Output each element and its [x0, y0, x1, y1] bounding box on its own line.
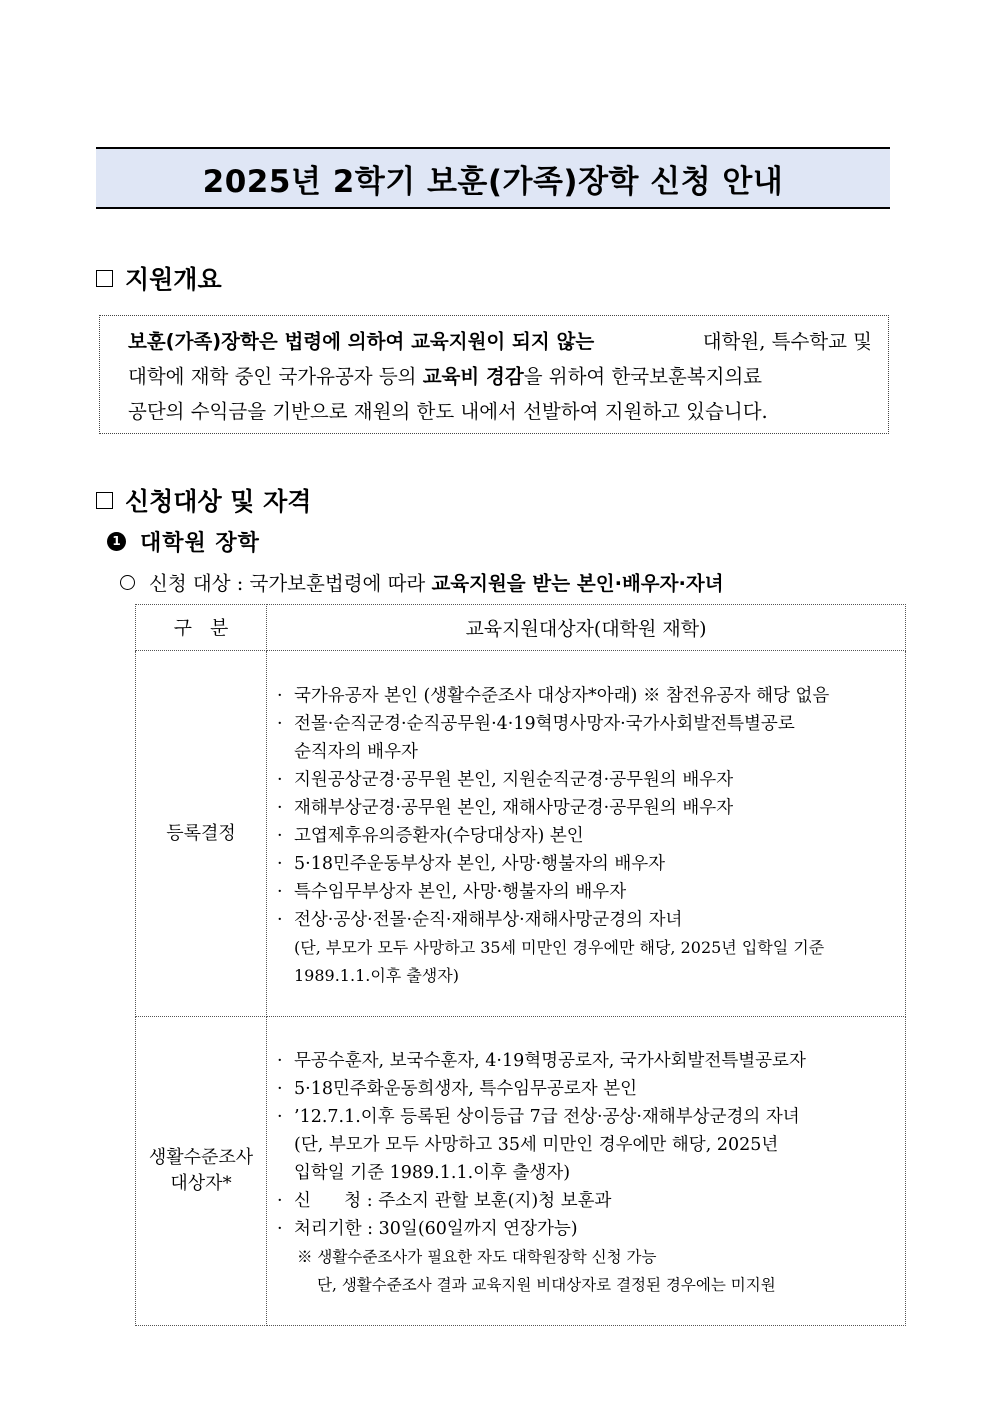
overview-line-3	[128, 394, 872, 429]
row-label-line: 생활수준조사	[148, 1147, 254, 1168]
eligibility-table	[135, 604, 906, 1326]
row-label-survey	[136, 1017, 267, 1326]
note-line: ※ 생활수준조사가 필요한 자도 대학원장학 신청 가능	[297, 1248, 657, 1266]
list-item: · 재해부상군경·공무원 본인, 재해사망군경·공무원의 배우자	[277, 797, 734, 818]
overview-line-2	[128, 359, 872, 394]
square-bullet-icon	[96, 270, 113, 287]
circle-bullet-icon	[120, 575, 135, 590]
row-label-line: 대상자*	[170, 1173, 232, 1194]
list-item: · 국가유공자 본인 (생활수준조사 대상자*아래) ※ 참전유공자 해당 없음	[277, 685, 830, 706]
overview-text: 공단의 수익금을 기반으로 재원의 한도 내에서 선발하여 지원하고 있습니다.	[128, 400, 768, 423]
list-item-continuation: (단, 부모가 모두 사망하고 35세 미만인 경우에만 해당, 2025년 입학일 기준	[294, 937, 825, 957]
header-category: 구 분	[136, 605, 267, 651]
header-target: 교육지원대상자(대학원 재학)	[267, 605, 906, 651]
list-item-continuation: 1989.1.1.이후 출생자)	[294, 965, 459, 985]
target-line	[120, 568, 724, 596]
list-item: · ’12.7.1.이후 등록된 상이등급 7급 전상·공상·재해부상군경의 자녀	[277, 1107, 800, 1127]
list-item-continuation: 순직자의 배우자	[294, 741, 418, 762]
table-row	[136, 1017, 906, 1326]
list-item: · 고엽제후유의증환자(수당대상자) 본인	[277, 825, 584, 846]
row-items-survey	[267, 1017, 906, 1326]
sub-heading-label: 대학원 장학	[140, 531, 260, 556]
overview-line-1	[128, 324, 872, 359]
list-item-continuation: (단, 부모가 모두 사망하고 35세 미만인 경우에만 해당, 2025년	[294, 1135, 779, 1155]
overview-text: 을 위하여 한국보훈복지의료	[523, 365, 763, 388]
table-row	[136, 651, 906, 1017]
list-item: · 신 청 : 주소지 관할 보훈(지)청 보훈과	[277, 1191, 612, 1211]
list-item: · 전상·공상·전몰·순직·재해부상·재해사망군경의 자녀	[277, 909, 683, 930]
note-line-continuation: 단, 생활수준조사 결과 교육지원 비대상자로 결정된 경우에는 미지원	[317, 1276, 776, 1294]
page-title: 2025년 2학기 보훈(가족)장학 신청 안내	[202, 163, 784, 200]
section-heading-label: 지원개요	[125, 265, 222, 294]
list-item: · 지원공상군경·공무원 본인, 지원순직군경·공무원의 배우자	[277, 769, 734, 790]
numbered-bullet-icon: 1	[107, 532, 126, 551]
target-text: 신청 대상 : 국가보훈법령에 따라	[149, 572, 432, 595]
list-item: · 전몰·순직군경·순직공무원·4·19혁명사망자·국가사회발전특별공로	[277, 713, 795, 734]
list-item: · 특수임무부상자 본인, 사망·행불자의 배우자	[277, 881, 627, 902]
overview-box	[99, 315, 889, 434]
list-item: · 무공수훈자, 보국수훈자, 4·19혁명공로자, 국가사회발전특별공로자	[277, 1051, 806, 1071]
table-header-row	[136, 605, 906, 651]
list-item: · 5·18민주운동부상자 본인, 사망·행불자의 배우자	[277, 853, 666, 874]
square-bullet-icon	[96, 492, 113, 509]
page-title-banner	[96, 147, 890, 209]
list-item-continuation: 입학일 기준 1989.1.1.이후 출생자)	[294, 1163, 571, 1183]
section-heading-label: 신청대상 및 자격	[125, 487, 312, 516]
overview-bold-text: 보훈(가족)장학은 법령에 의하여 교육지원이 되지 않는	[128, 330, 595, 353]
overview-bold-text: 교육비 경감	[422, 365, 524, 388]
overview-text: 대학원, 특수학교 및	[702, 330, 872, 353]
section-heading-eligibility	[96, 482, 311, 518]
section-heading-overview	[96, 260, 222, 296]
list-item: · 5·18민주화운동희생자, 특수임무공로자 본인	[277, 1079, 638, 1099]
target-bold-text: 교육지원을 받는 본인·배우자·자녀	[431, 572, 724, 595]
sub-heading-graduate	[107, 526, 260, 557]
row-label-registered: 등록결정	[136, 651, 267, 1017]
list-item: · 처리기한 : 30일(60일까지 연장가능)	[277, 1219, 578, 1239]
row-items-registered	[267, 651, 906, 1017]
overview-text: 대학에 재학 중인 국가유공자 등의	[128, 365, 423, 388]
